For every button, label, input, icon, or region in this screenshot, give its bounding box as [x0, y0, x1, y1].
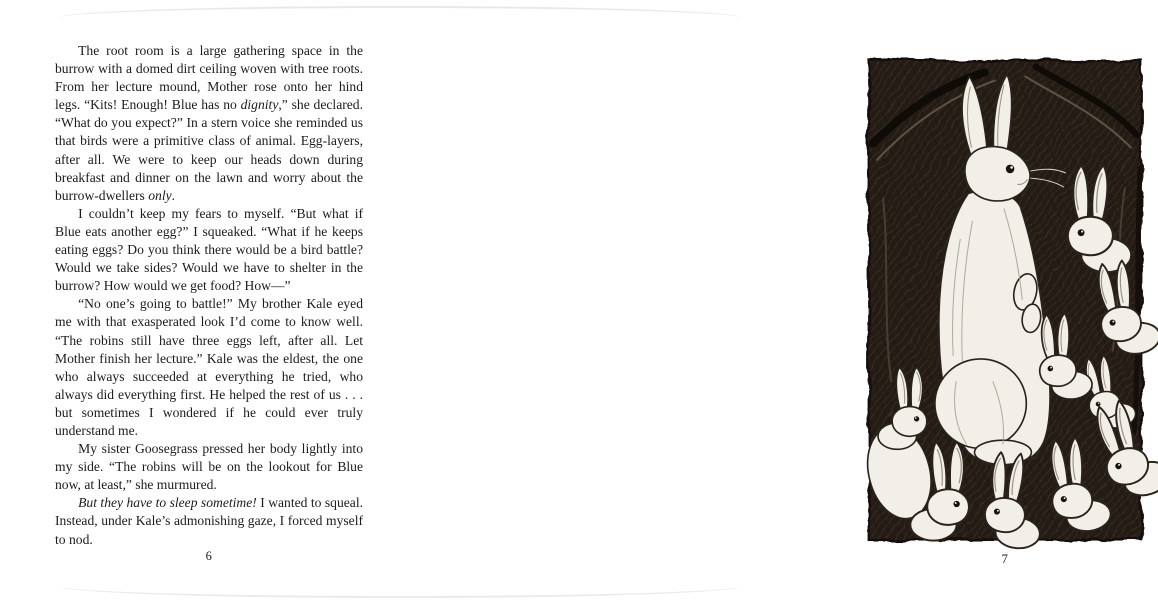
left-page [0, 0, 400, 600]
page-number-left: 6 [205, 549, 213, 563]
paragraph: The root room is a large gathering space in the burrow with a domed dirt ceiling woven with tree roots. From her lecture mound, Mother rose onto her hind legs. “Kits! Enough! Blue has no dignity,” she declared. “What do you expect?” In a stern voice she reminded us that birds were a primitive class of animal. Egg-layers, after all. We were to keep our heads down during breakfast and dinner on the lawn and worry about the burrow-dwellers only. [55, 43, 363, 203]
paragraph: “No one’s going to battle!” My brother Kale eyed me with that exasperated look I’d come to know well. “The robins still have three eggs left, after all. Let Mother finish her lecture.” Kale was the eldest, the one who always succeeded at everything he tried, who always did everything first. He helped the rest of us . . . but sometimes I wondered if he could ever truly understand me. [55, 296, 363, 438]
paragraph: I couldn’t keep my fears to myself. “But what if Blue eats another egg?” I squeaked. “What if he keeps eating eggs? Do you think there would be a bird battle? Would we take sides? Would we have to shelter in the burrow? How would we get food? How—” [55, 205, 363, 294]
burrow-illustration [852, 46, 1158, 554]
paragraph: My sister Goosegrass pressed her body lightly into my side. “The robins will be on the lookout for Blue now, at least,” she murmured. [55, 441, 363, 493]
page-number-right: 7 [1001, 552, 1009, 566]
illustration-frame [852, 46, 1158, 554]
paragraph: But they have to sleep sometime! I wanted to squeal. Instead, under Kale’s admonishing gaze, I forced myself to nod. [55, 495, 364, 547]
story-text [55, 42, 363, 549]
right-page [400, 0, 1009, 600]
